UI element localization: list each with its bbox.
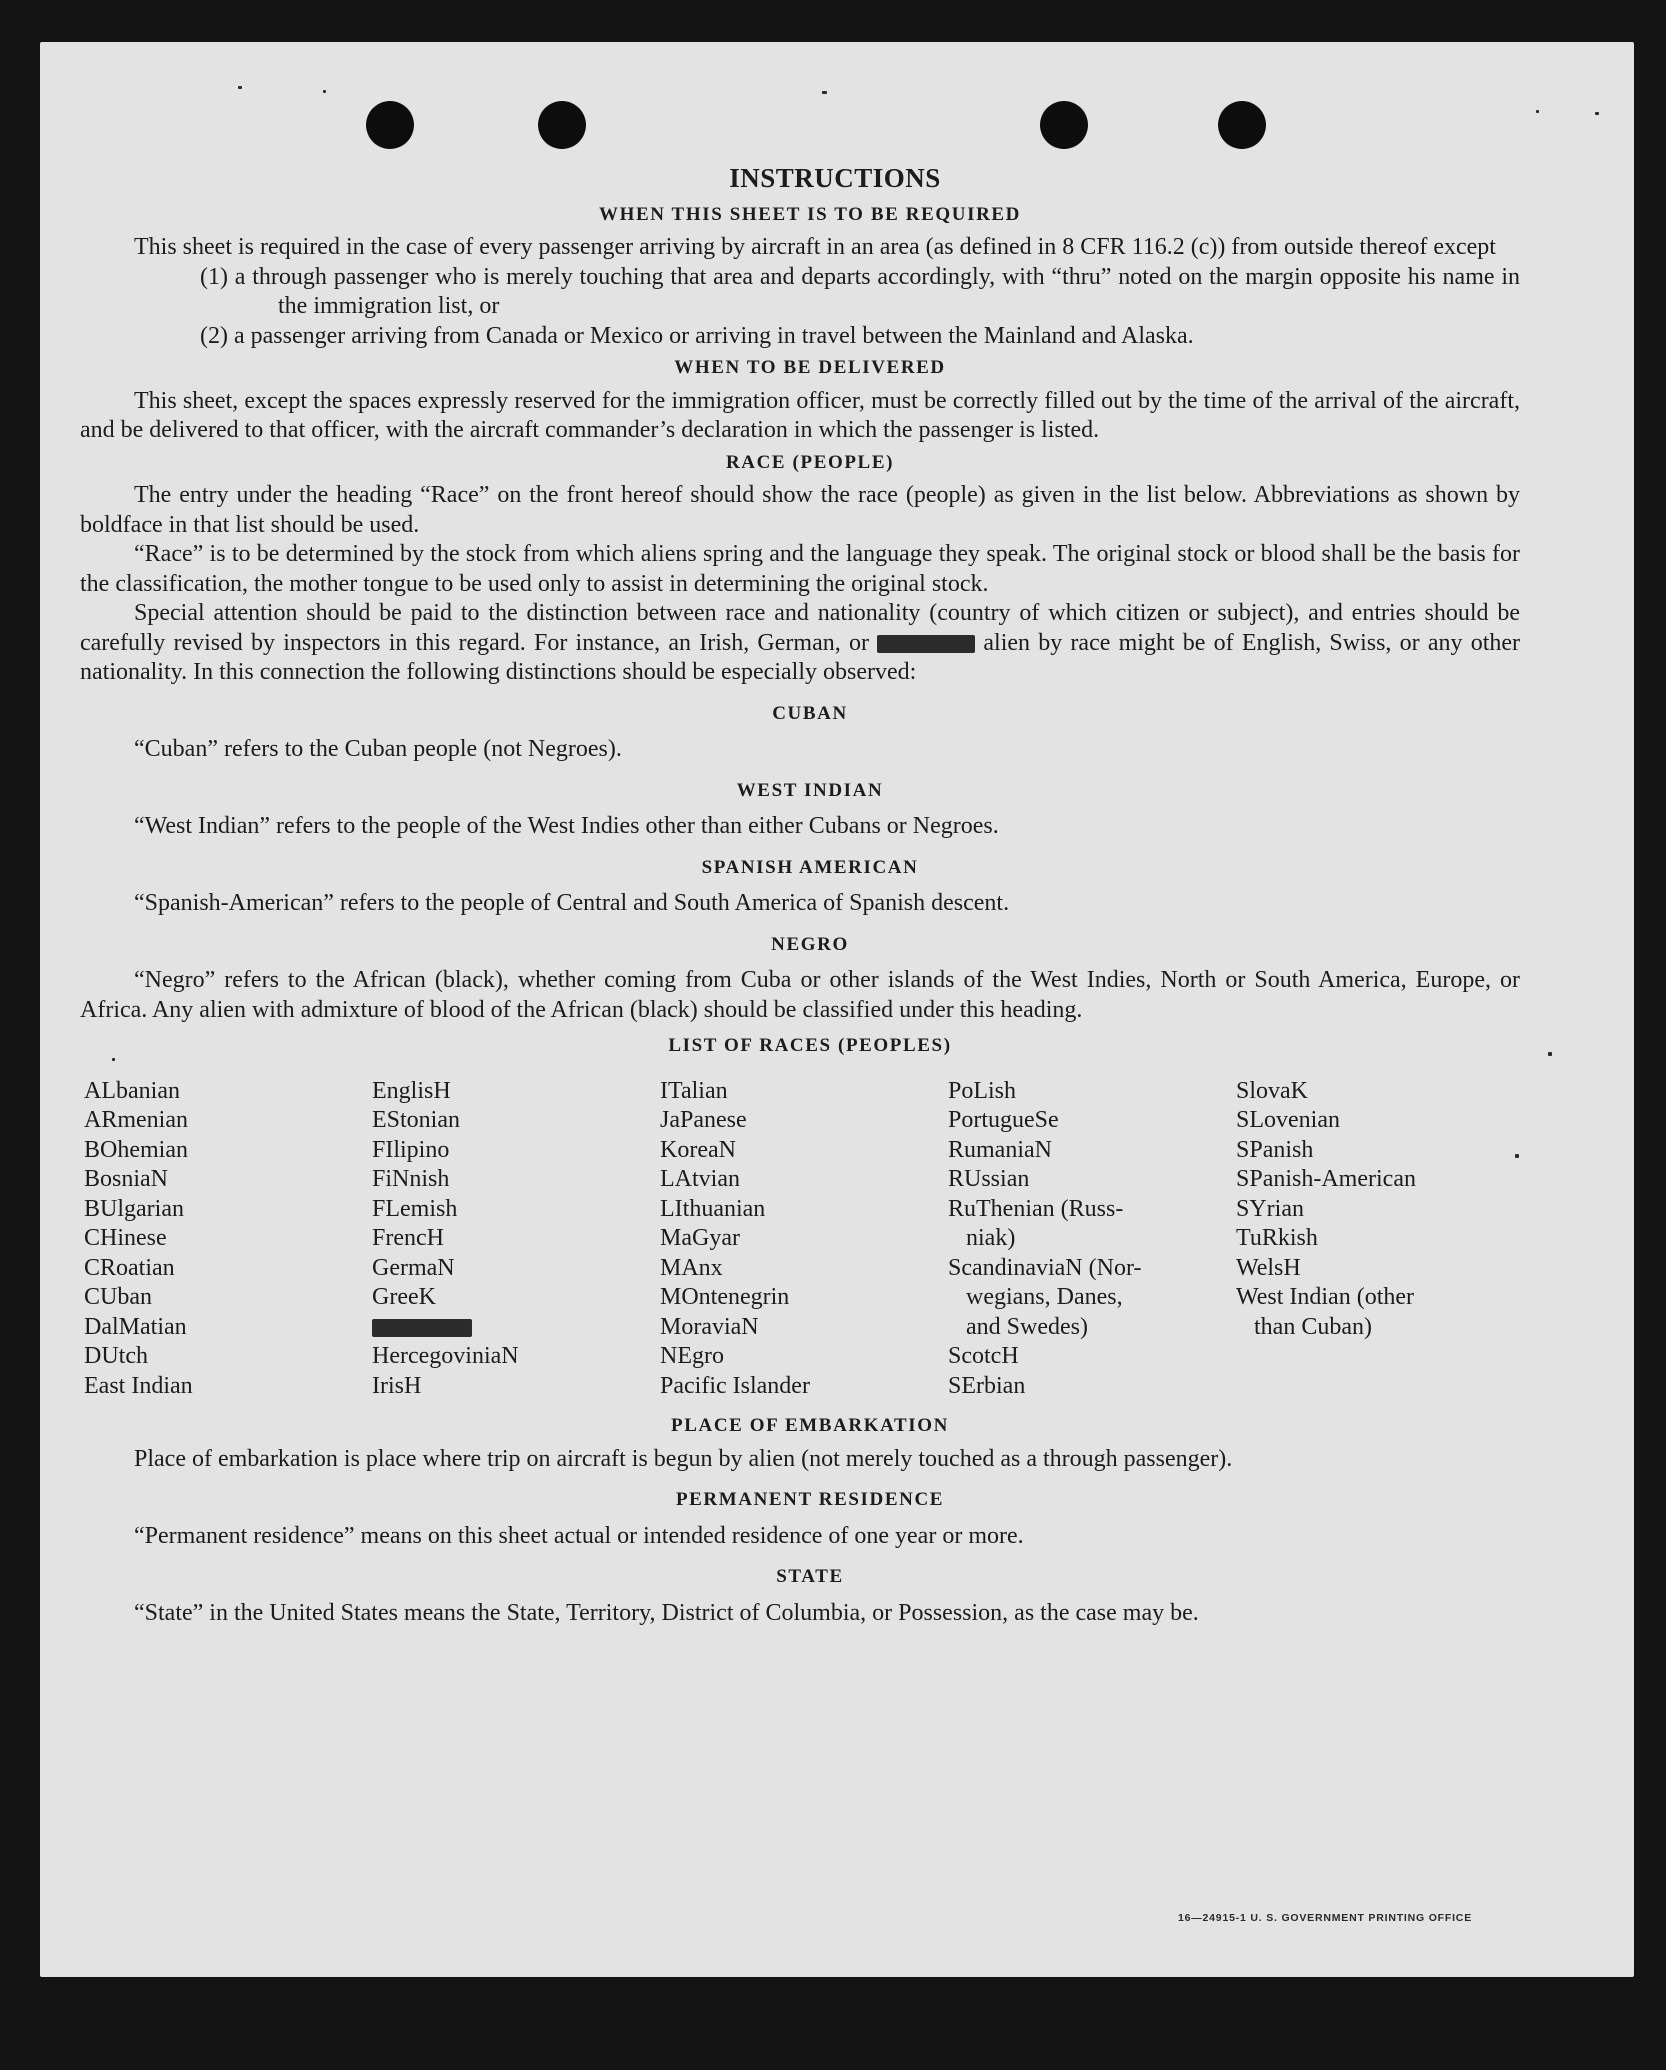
section-heading-state: STATE: [776, 1566, 844, 1587]
speck: [323, 90, 326, 93]
race-entry: CHinese: [84, 1225, 167, 1251]
race-entry: JaPanese: [660, 1107, 747, 1133]
race-entry: FiNnish: [372, 1166, 450, 1192]
races-column-4: [948, 1077, 1236, 1402]
races-column-3: [660, 1077, 948, 1402]
race-entry: niak): [948, 1225, 1016, 1251]
race-entry: Pacific Islander: [660, 1372, 810, 1399]
printing-office-code: 16—24915-1 U. S. GOVERNMENT PRINTING OFFICE: [1177, 1912, 1472, 1924]
race-entry: FrencH: [372, 1225, 444, 1251]
race-entry: HercegoviniaN: [372, 1343, 519, 1369]
race-entry: ScotcH: [948, 1343, 1019, 1369]
instructions-content: [80, 164, 1520, 1628]
race-entry: SlovaK: [1236, 1077, 1308, 1104]
race-entry: and Swedes): [948, 1313, 1088, 1340]
speck: [1595, 112, 1599, 115]
race-entry: East Indian: [84, 1372, 193, 1399]
page-title: INSTRUCTIONS: [729, 163, 941, 193]
race-entry: TuRkish: [1236, 1225, 1318, 1251]
required-intro: This sheet is required in the case of every passenger arriving by aircraft in an area (as defined in 8 CFR 116.2 (c)) from outside thereof except: [134, 234, 1496, 260]
race-entry: MAnx: [660, 1254, 723, 1281]
race-entry: FLemish: [372, 1195, 458, 1222]
section-heading-cuban: CUBAN: [772, 702, 848, 724]
races-column-5: [1236, 1077, 1536, 1402]
speck: [1548, 1052, 1552, 1056]
section-heading-race: RACE (PEOPLE): [725, 451, 895, 473]
race-entry: RumaniaN: [948, 1136, 1052, 1163]
section-heading-residence: PERMANENT RESIDENCE: [675, 1489, 945, 1510]
redaction-mark: [877, 635, 975, 653]
races-list: [84, 1077, 1520, 1402]
delivered-text: This sheet, except the spaces expressly reserved for the immigration officer, must be correctly filled out by the time of the arrival of the aircraft, and be delivered to that officer, with the aircraft commander’s declaration in which the passenger is listed.: [80, 387, 1520, 443]
race-entry: SPanish-American: [1236, 1166, 1416, 1192]
cuban-text: “Cuban” refers to the Cuban people (not Negroes).: [134, 736, 622, 762]
race-paragraph-1: The entry under the heading “Race” on the front hereof should show the race (people) as given in the list below. Abbreviations as shown by boldface in that list should be used.: [80, 482, 1520, 538]
race-entry: LAtvian: [660, 1166, 740, 1192]
races-column-2: [372, 1077, 660, 1402]
race-entry: ARmenian: [84, 1107, 188, 1133]
section-heading-required: WHEN THIS SHEET IS TO BE REQUIRED: [598, 203, 1022, 225]
punch-hole: [1040, 101, 1088, 149]
required-item-1: (1) a through passenger who is merely touching that area and departs accordingly, with “thru” noted on the margin opposite his name in the immigration list, or: [200, 263, 1520, 319]
race-entry: EStonian: [372, 1107, 460, 1133]
race-entry: wegians, Danes,: [948, 1284, 1123, 1310]
state-text: “State” in the United States means the State, Territory, District of Columbia, or Possession, as the case may be.: [134, 1599, 1199, 1626]
race-entry: WelsH: [1236, 1254, 1301, 1281]
race-entry: BosniaN: [84, 1166, 168, 1192]
races-column-1: [84, 1077, 372, 1402]
race-entry: MOntenegrin: [660, 1284, 790, 1310]
race-entry: RuThenian (Russ-: [948, 1195, 1124, 1222]
race-entry: West Indian (other: [1236, 1284, 1415, 1310]
race-entry: PoLish: [948, 1077, 1017, 1104]
race-entry: EnglisH: [372, 1077, 451, 1104]
race-entry: than Cuban): [1236, 1313, 1372, 1340]
race-entry: ScandinaviaN (Nor-: [948, 1254, 1142, 1281]
race-entry: SErbian: [948, 1372, 1026, 1399]
section-heading-delivered: WHEN TO BE DELIVERED: [674, 357, 946, 378]
race-entry: MaGyar: [660, 1225, 740, 1251]
section-heading-negro: NEGRO: [771, 933, 849, 955]
race-paragraph-3b: alien by race might be of English, Swiss, or any other nationality. In this connection the following distinctions should be especially observed:: [80, 629, 1521, 685]
race-entry: DUtch: [84, 1343, 148, 1369]
race-entry: DalMatian: [84, 1313, 187, 1340]
race-entry: BUlgarian: [84, 1195, 184, 1222]
race-entry: SLovenian: [1236, 1107, 1340, 1133]
race-entry: KoreaN: [660, 1136, 736, 1163]
race-entry: IrisH: [372, 1372, 422, 1399]
race-entry: PortugueSe: [948, 1107, 1059, 1133]
race-entry: CUban: [84, 1284, 152, 1310]
race-entry: SYrian: [1236, 1195, 1304, 1222]
race-entry: ALbanian: [84, 1077, 180, 1104]
residence-text: “Permanent residence” means on this sheet actual or intended residence of one year or more.: [134, 1522, 1024, 1549]
speck: [822, 91, 827, 94]
section-heading-embarkation: PLACE OF EMBARKATION: [671, 1415, 949, 1436]
section-heading-west-indian: WEST INDIAN: [736, 779, 884, 801]
punch-hole: [1218, 101, 1266, 149]
embarkation-text: Place of embarkation is place where trip on aircraft is begun by alien (not merely touched as a through passenger).: [134, 1445, 1233, 1472]
race-entry: ITalian: [660, 1077, 728, 1104]
section-heading-races-list: LIST OF RACES (PEOPLES): [668, 1035, 952, 1056]
race-entry: GermaN: [372, 1254, 455, 1281]
race-paragraph-3a: Special attention should be paid to the distinction between race and nationality (country of which citizen or subject), and entries should be carefully revised by inspectors in this regard. For instance, an Irish, German, or: [80, 600, 1520, 656]
negro-text: “Negro” refers to the African (black), whether coming from Cuba or other islands of the West Indies, North or South America, Europe, or Africa. Any alien with admixture of blood of the African (black) should be classified under this heading.: [80, 967, 1520, 1023]
race-entry: RUssian: [948, 1166, 1030, 1192]
race-paragraph-2: “Race” is to be determined by the stock from which aliens spring and the language they speak. The original stock or blood shall be the basis for the classification, the mother tongue to be used only to assist in determining the original stock.: [80, 541, 1520, 597]
west-indian-text: “West Indian” refers to the people of the West Indies other than either Cubans or Negroes.: [134, 813, 999, 839]
spanish-american-text: “Spanish-American” refers to the people of Central and South America of Spanish descent.: [134, 890, 1010, 916]
section-heading-spanish-american: SPANISH AMERICAN: [701, 856, 919, 878]
race-entry: BOhemian: [84, 1136, 188, 1163]
race-entry: LIthuanian: [660, 1195, 766, 1222]
punch-hole: [366, 101, 414, 149]
race-entry: CRoatian: [84, 1254, 175, 1281]
race-entry: NEgro: [660, 1343, 724, 1369]
race-entry: GreeK: [372, 1284, 436, 1310]
race-entry-redacted: [372, 1313, 660, 1343]
speck: [1536, 110, 1539, 113]
race-paragraph-3: [80, 599, 1520, 688]
speck: [238, 86, 242, 89]
race-entry: FIlipino: [372, 1136, 450, 1163]
required-item-2: (2) a passenger arriving from Canada or Mexico or arriving in travel between the Mainland and Alaska.: [200, 322, 1194, 349]
punch-hole: [538, 101, 586, 149]
race-entry: SPanish: [1236, 1136, 1314, 1163]
race-entry: MoraviaN: [660, 1313, 759, 1340]
redaction-mark: [372, 1319, 472, 1337]
document-page: [40, 42, 1634, 1977]
